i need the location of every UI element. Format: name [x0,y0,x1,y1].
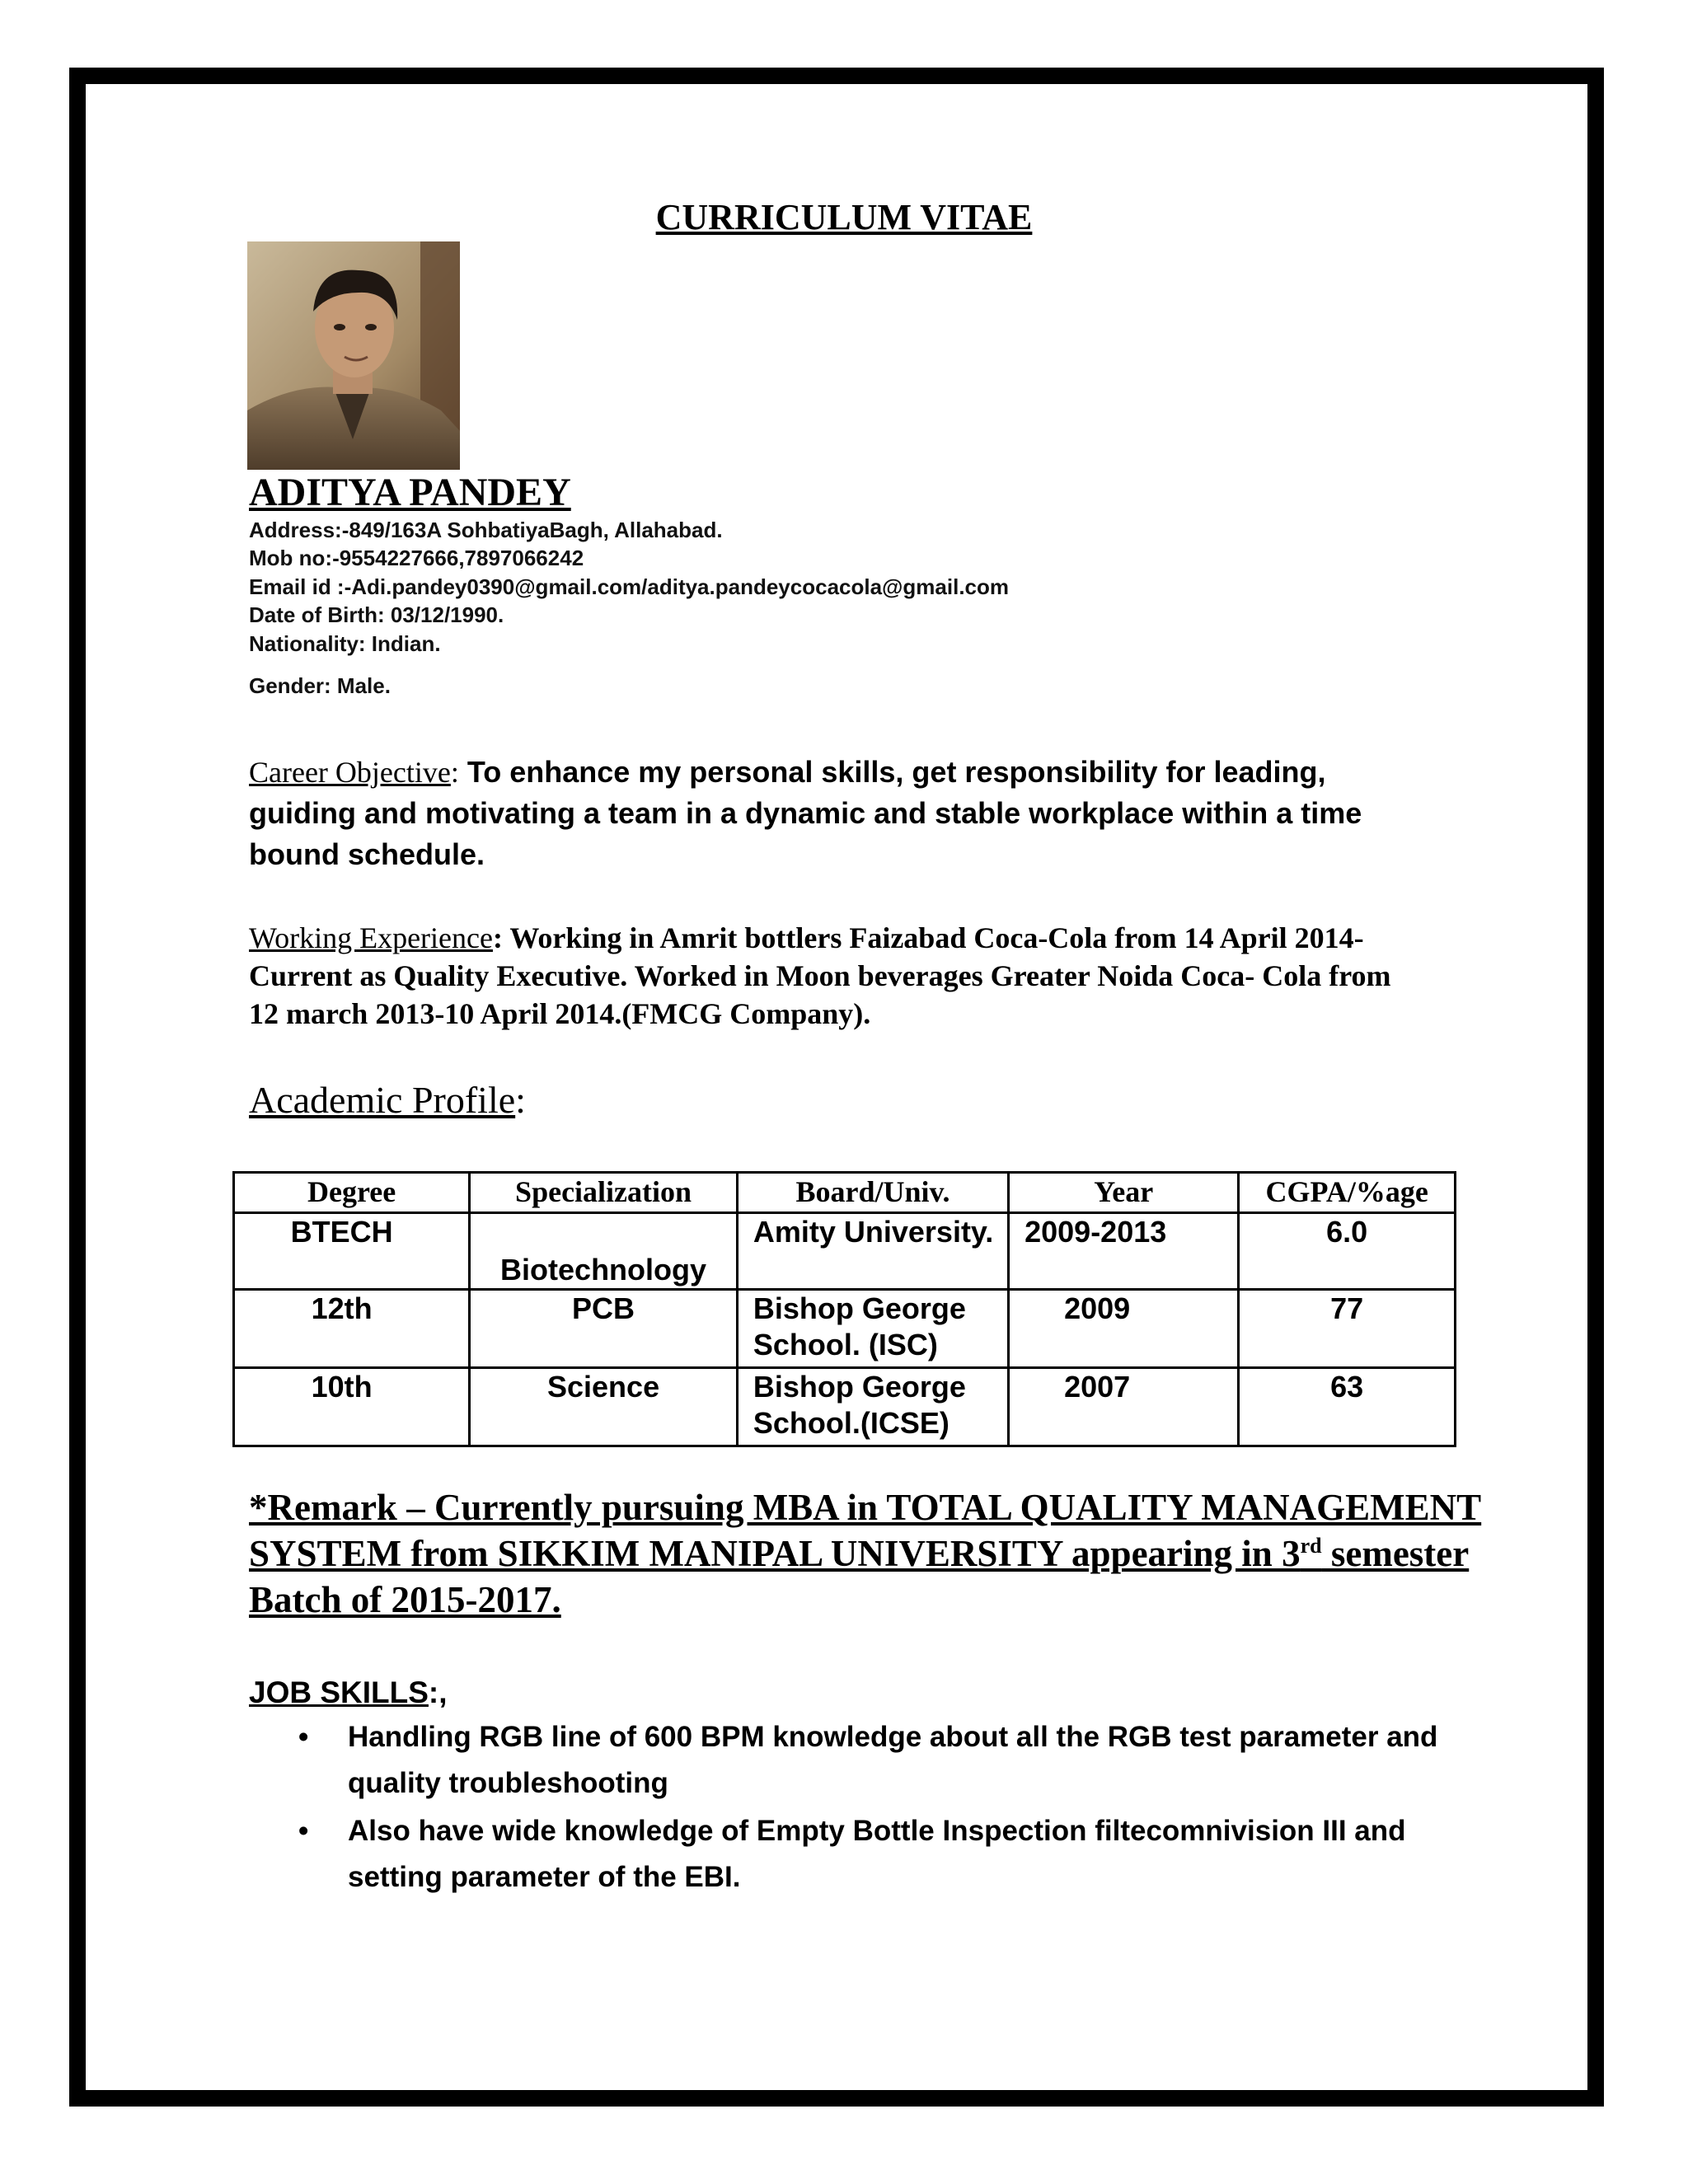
board-cell: Amity University. [737,1213,1008,1290]
email-line: Email id :-Adi.pandey0390@gmail.com/aditya.pandeycocacola@gmail.com [249,574,1009,599]
specialization-cell: Science [470,1368,738,1446]
job-skills-heading: JOB SKILLS:, [249,1675,448,1709]
gender-line: Gender: Male. [249,673,391,698]
score-cell: 6.0 [1239,1213,1456,1290]
list-item: • Also have wide knowledge of Empty Bottle Inspection filtecomnivision III and setting parameter of the EBI. [298,1808,1469,1900]
bullet-icon: • [298,1721,309,1753]
degree-cell: 10th [234,1368,470,1446]
career-objective-label: Career Objective [249,756,451,789]
board-cell: Bishop George School. (ISC) [737,1290,1008,1368]
year-cell: 2009-2013 [1009,1213,1239,1290]
bullet-icon: • [298,1815,309,1847]
column-header: CGPA/%age [1239,1173,1456,1213]
working-experience-label: Working Experience [249,921,493,954]
dob-line: Date of Birth: 03/12/1990. [249,602,504,627]
specialization-cell: PCB [470,1290,738,1368]
year-cell: 2007 [1009,1368,1239,1446]
table-row [234,1213,1456,1290]
working-experience-text: Working in Amrit bottlers Faizabad Coca-Cola from 14 April 2014-Current as Quality Executive. Worked in Moon beverages Greater Noida Coca- Cola from 12 march 2013-10 April 2014.(FMCG Company). [249,921,1391,1030]
academic-table [232,1171,1456,1447]
degree-cell: BTECH [234,1213,470,1290]
profile-photo [247,241,460,470]
year-cell: 2009 [1009,1290,1239,1368]
table-row [234,1368,1456,1446]
score-cell: 77 [1239,1290,1456,1368]
job-skills-list [298,1714,1469,1902]
remark-superscript: rd [1300,1534,1322,1558]
document-title: CURRICULUM VITAE [655,197,1033,237]
academic-profile-heading: Academic Profile: [249,1079,526,1121]
career-objective-text: To enhance my personal skills, get responsibility for leading, guiding and motivating a team in a dynamic and stable workplace within a time bound schedule. [249,755,1362,871]
candidate-name: ADITYA PANDEY [249,471,571,514]
working-experience: Working Experience: Working in Amrit bottlers Faizabad Coca-Cola from 14 April 2014-Current as Quality Executive. Worked in Moon beverages Greater Noida Coca- Cola from 12 march 2013-10 April 2014.(FMCG Company). [249,921,1391,1030]
column-header: Degree [234,1173,470,1213]
table-row [234,1290,1456,1368]
column-header: Year [1009,1173,1239,1213]
remark-note: *Remark – Currently pursuing MBA in TOTAL QUALITY MANAGEMENT SYSTEM from SIKKIM MANIPAL UNIVERSITY appearing in 3rd semester Batch of 2015-2017. [249,1487,1482,1620]
address-line: Address:-849/163A SohbatiyaBagh, Allahabad. [249,518,723,542]
nationality-line: Nationality: Indian. [249,631,441,656]
mobile-line: Mob no:-9554227666,7897066242 [249,546,584,570]
list-item: • Handling RGB line of 600 BPM knowledge about all the RGB test parameter and quality troubleshooting [298,1714,1469,1807]
score-cell: 63 [1239,1368,1456,1446]
career-objective: Career Objective: To enhance my personal skills, get responsibility for leading, guiding and motivating a team in a dynamic and stable workplace within a time bound schedule. [249,755,1362,871]
table-header-row [234,1173,1456,1213]
column-header: Specialization [470,1173,738,1213]
specialization-cell: Biotechnology [470,1213,738,1290]
board-cell: Bishop George School.(ICSE) [737,1368,1008,1446]
column-header: Board/Univ. [737,1173,1008,1213]
degree-cell: 12th [234,1290,470,1368]
